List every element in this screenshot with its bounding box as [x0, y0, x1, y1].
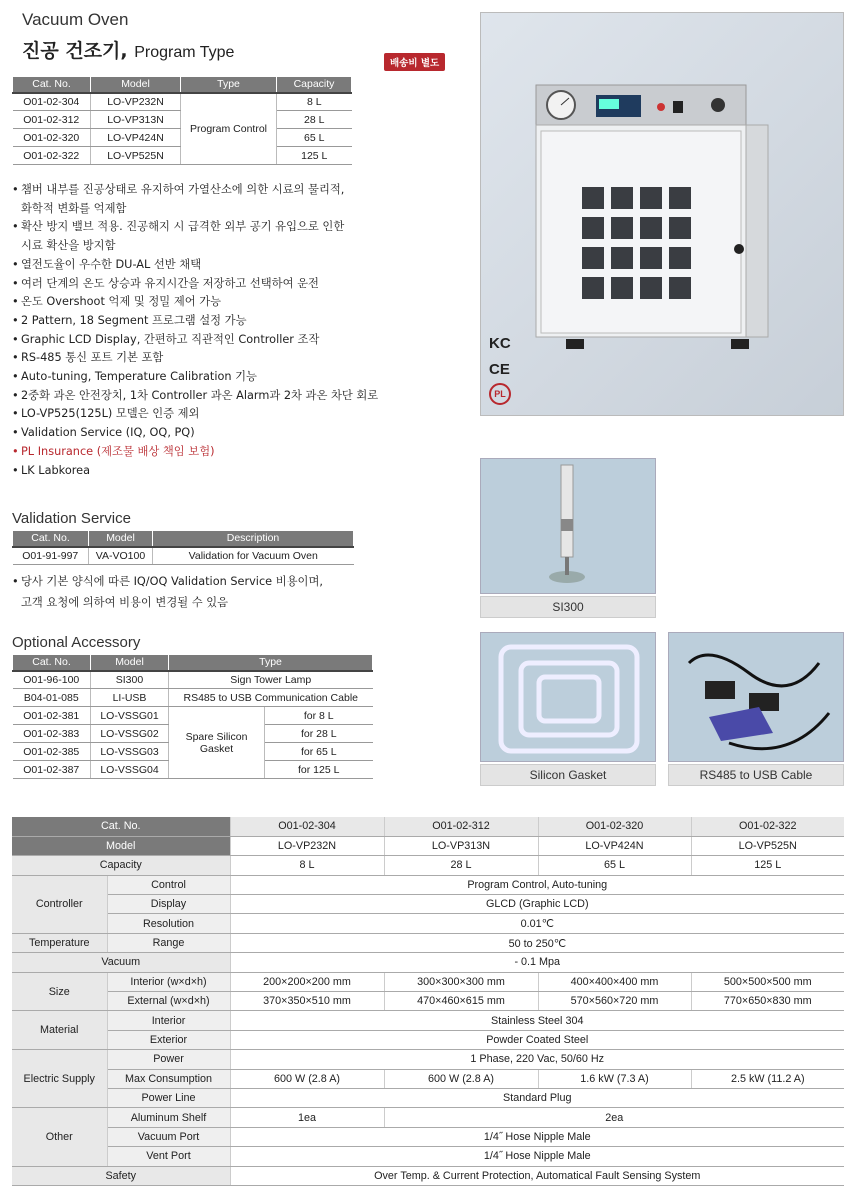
spec-value: 600 W (2.8 A): [230, 1069, 384, 1088]
spec-value: 370×350×510 mm: [230, 992, 384, 1011]
list-item: • LK Labkorea: [12, 462, 392, 481]
feature-list: [12, 181, 392, 480]
list-item: • Graphic LCD Display, 간편하고 직관적인 Controller 조작: [12, 331, 392, 350]
spec-label: Vacuum Port: [107, 1127, 230, 1146]
for-cell: for 28 L: [265, 725, 373, 743]
cat-cell: O01-02-312: [13, 111, 91, 129]
kc-mark-icon: KC: [489, 335, 511, 352]
usb-cable-illustration: [669, 633, 845, 763]
spec-label: Aluminum Shelf: [107, 1108, 230, 1127]
spec-value: 2ea: [384, 1108, 844, 1127]
cat-cell: O01-02-320: [13, 129, 91, 147]
model-cell: LO-VP525N: [91, 147, 181, 165]
table-row: [12, 1166, 844, 1185]
validation-heading: Validation Service: [12, 510, 131, 527]
group-label: Temperature: [12, 933, 107, 952]
spec-value: 125 L: [691, 856, 844, 875]
table-row: [13, 671, 373, 689]
list-item: • LO-VP525(125L) 모델은 인증 제외: [12, 405, 392, 424]
list-item: • 열전도율이 우수한 DU-AL 선반 채택: [12, 256, 392, 275]
table-row: [12, 914, 844, 933]
table-row: [13, 689, 373, 707]
model-cell: VA-VO100: [89, 547, 153, 565]
group-label: Electric Supply: [12, 1050, 107, 1108]
cat-cell: O01-91-997: [13, 547, 89, 565]
spec-value: 570×560×720 mm: [538, 992, 691, 1011]
model-cell: LO-VP313N: [91, 111, 181, 129]
spec-value: 65 L: [538, 856, 691, 875]
table-row: [12, 1030, 844, 1049]
spec-value: 1/4˝ Hose Nipple Male: [230, 1147, 844, 1166]
table-row: [12, 1011, 844, 1030]
table-row: [12, 875, 844, 894]
spec-table: [12, 817, 844, 1186]
for-cell: for 125 L: [265, 761, 373, 779]
cat-cell: O01-96-100: [13, 671, 91, 689]
model-cell: LO-VSSG03: [91, 743, 169, 761]
si300-photo: [480, 458, 656, 594]
type-cell: Program Control: [181, 93, 277, 165]
cat-cell: B04-01-085: [13, 689, 91, 707]
cat-cell: O01-02-322: [13, 147, 91, 165]
capacity-cell: 125 L: [277, 147, 352, 165]
spec-label: Interior (w×d×h): [107, 972, 230, 991]
spec-value: Program Control, Auto-tuning: [230, 875, 844, 894]
for-cell: for 8 L: [265, 707, 373, 725]
spec-label: Display: [107, 895, 230, 914]
validation-notes: [12, 571, 392, 613]
spec-cat: O01-02-320: [538, 817, 691, 836]
table-row: [12, 817, 844, 836]
list-item: • Validation Service (IQ, OQ, PQ): [12, 424, 392, 443]
list-item: • 온도 Overshoot 억제 및 정밀 제어 가능: [12, 293, 392, 312]
list-item: • 챔버 내부를 진공상태로 유지하여 가열산소에 의한 시료의 물리적, 화학적 변화를 억제함: [12, 181, 392, 218]
title-ko: 진공 건조기, Program Type: [22, 40, 235, 62]
table-row: [12, 992, 844, 1011]
model-cell: LI-USB: [91, 689, 169, 707]
spec-label: External (w×d×h): [107, 992, 230, 1011]
type-cell: RS485 to USB Communication Cable: [169, 689, 373, 707]
model-cell: LO-VP424N: [91, 129, 181, 147]
tower-lamp-illustration: [481, 459, 657, 595]
spec-value: 2.5 kW (11.2 A): [691, 1069, 844, 1088]
spec-cat: O01-02-322: [691, 817, 844, 836]
title-en: Vacuum Oven: [22, 10, 129, 29]
spec-label: Power Line: [107, 1088, 230, 1107]
spec-value: 0.01℃: [230, 914, 844, 933]
col-cat: Cat. No.: [13, 77, 91, 93]
group-label: Material: [12, 1011, 107, 1050]
model-cell: SI300: [91, 671, 169, 689]
spec-value: 300×300×300 mm: [384, 972, 538, 991]
spec-value: 28 L: [384, 856, 538, 875]
col-model: Model: [91, 77, 181, 93]
spec-label: Max Consumption: [107, 1069, 230, 1088]
spec-label: Interior: [107, 1011, 230, 1030]
pl-mark-icon: PL: [489, 383, 511, 405]
cat-label: Cat. No.: [12, 817, 230, 836]
spec-label: Resolution: [107, 914, 230, 933]
list-item: • 2중화 과온 안전장치, 1차 Controller 과온 Alarm과 2차 과온 차단 회로: [12, 387, 392, 406]
spec-value: Standard Plug: [230, 1088, 844, 1107]
spec-value: Stainless Steel 304: [230, 1011, 844, 1030]
si300-caption: SI300: [480, 596, 656, 618]
validation-table: [12, 530, 354, 565]
list-item: • 당사 기본 양식에 따른 IQ/OQ Validation Service 비용이며, 고객 요청에 의하여 비용이 변경될 수 있음: [12, 571, 392, 613]
group-label: Other: [12, 1108, 107, 1166]
cat-cell: O01-02-304: [13, 93, 91, 111]
spec-label: Vent Port: [107, 1147, 230, 1166]
col-model: Model: [91, 655, 169, 671]
table-row: [13, 93, 352, 111]
vacuum-oven-illustration: [481, 13, 845, 417]
gasket-illustration: [481, 633, 657, 763]
spec-value: 50 to 250℃: [230, 933, 844, 952]
models-table: [12, 76, 352, 165]
type-cell: Spare Silicon Gasket: [169, 707, 265, 779]
gasket-caption: Silicon Gasket: [480, 764, 656, 786]
spec-label: Range: [107, 933, 230, 952]
table-row: [12, 895, 844, 914]
table-row: [12, 1147, 844, 1166]
description-cell: Validation for Vacuum Oven: [153, 547, 354, 565]
spec-value: GLCD (Graphic LCD): [230, 895, 844, 914]
spec-value: 1.6 kW (7.3 A): [538, 1069, 691, 1088]
table-row: [12, 1088, 844, 1107]
table-row: [12, 856, 844, 875]
gasket-photo: [480, 632, 656, 762]
spec-value: Powder Coated Steel: [230, 1030, 844, 1049]
list-item: • PL Insurance (제조물 배상 책임 보험): [12, 443, 392, 462]
table-row: [13, 547, 354, 565]
ce-mark-icon: CE: [489, 361, 510, 378]
table-row: [12, 953, 844, 972]
table-row: [12, 1069, 844, 1088]
group-label: Safety: [12, 1166, 230, 1185]
model-cell: LO-VP232N: [91, 93, 181, 111]
col-type: Type: [169, 655, 373, 671]
spec-value: 1ea: [230, 1108, 384, 1127]
spec-value: 200×200×200 mm: [230, 972, 384, 991]
spec-value: 770×650×830 mm: [691, 992, 844, 1011]
table-row: [12, 933, 844, 952]
table-row: [12, 1127, 844, 1146]
cat-cell: O01-02-385: [13, 743, 91, 761]
col-cat: Cat. No.: [13, 655, 91, 671]
accessory-table: [12, 654, 373, 779]
col-model: Model: [89, 531, 153, 547]
spec-cat: O01-02-312: [384, 817, 538, 836]
model-cell: LO-VSSG02: [91, 725, 169, 743]
spec-label: Power: [107, 1050, 230, 1069]
cable-caption: RS485 to USB Cable: [668, 764, 844, 786]
spec-value: 8 L: [230, 856, 384, 875]
spec-label: Control: [107, 875, 230, 894]
model-label: Model: [12, 836, 230, 855]
table-row: [12, 972, 844, 991]
group-label: Controller: [12, 875, 107, 933]
col-description: Description: [153, 531, 354, 547]
table-row: [12, 1050, 844, 1069]
spec-label: Exterior: [107, 1030, 230, 1049]
capacity-label: Capacity: [12, 856, 230, 875]
list-item: • 확산 방지 밸브 적용. 진공해지 시 급격한 외부 공기 유입으로 인한 시료 확산을 방지함: [12, 218, 392, 255]
list-item: • 2 Pattern, 18 Segment 프로그램 설정 가능: [12, 312, 392, 331]
type-cell: Sign Tower Lamp: [169, 671, 373, 689]
capacity-cell: 8 L: [277, 93, 352, 111]
cat-cell: O01-02-387: [13, 761, 91, 779]
table-row: [13, 707, 373, 725]
spec-value: 400×400×400 mm: [538, 972, 691, 991]
product-photo: [480, 12, 844, 416]
spec-cat: O01-02-304: [230, 817, 384, 836]
list-item: • RS-485 통신 포트 기본 포함: [12, 349, 392, 368]
list-item: • Auto-tuning, Temperature Calibration 기능: [12, 368, 392, 387]
spec-value: 1/4˝ Hose Nipple Male: [230, 1127, 844, 1146]
col-capacity: Capacity: [277, 77, 352, 93]
spec-value: - 0.1 Mpa: [230, 953, 844, 972]
col-type: Type: [181, 77, 277, 93]
model-cell: LO-VSSG04: [91, 761, 169, 779]
table-row: [12, 836, 844, 855]
spec-value: 500×500×500 mm: [691, 972, 844, 991]
col-cat: Cat. No.: [13, 531, 89, 547]
cat-cell: O01-02-383: [13, 725, 91, 743]
table-row: [12, 1108, 844, 1127]
group-label: Size: [12, 972, 107, 1011]
for-cell: for 65 L: [265, 743, 373, 761]
spec-value: 1 Phase, 220 Vac, 50/60 Hz: [230, 1050, 844, 1069]
model-cell: LO-VSSG01: [91, 707, 169, 725]
cable-photo: [668, 632, 844, 762]
cat-cell: O01-02-381: [13, 707, 91, 725]
spec-model: LO-VP525N: [691, 836, 844, 855]
spec-model: LO-VP313N: [384, 836, 538, 855]
title-sub: Program Type: [134, 44, 235, 61]
spec-model: LO-VP232N: [230, 836, 384, 855]
list-item: • 여러 단계의 온도 상승과 유지시간을 저장하고 선택하여 운전: [12, 275, 392, 294]
spec-value: 470×460×615 mm: [384, 992, 538, 1011]
capacity-cell: 28 L: [277, 111, 352, 129]
shipping-badge: 배송비 별도: [384, 53, 445, 71]
group-label: Vacuum: [12, 953, 230, 972]
spec-value: 600 W (2.8 A): [384, 1069, 538, 1088]
capacity-cell: 65 L: [277, 129, 352, 147]
spec-value: Over Temp. & Current Protection, Automatical Fault Sensing System: [230, 1166, 844, 1185]
spec-model: LO-VP424N: [538, 836, 691, 855]
accessory-heading: Optional Accessory: [12, 634, 141, 651]
